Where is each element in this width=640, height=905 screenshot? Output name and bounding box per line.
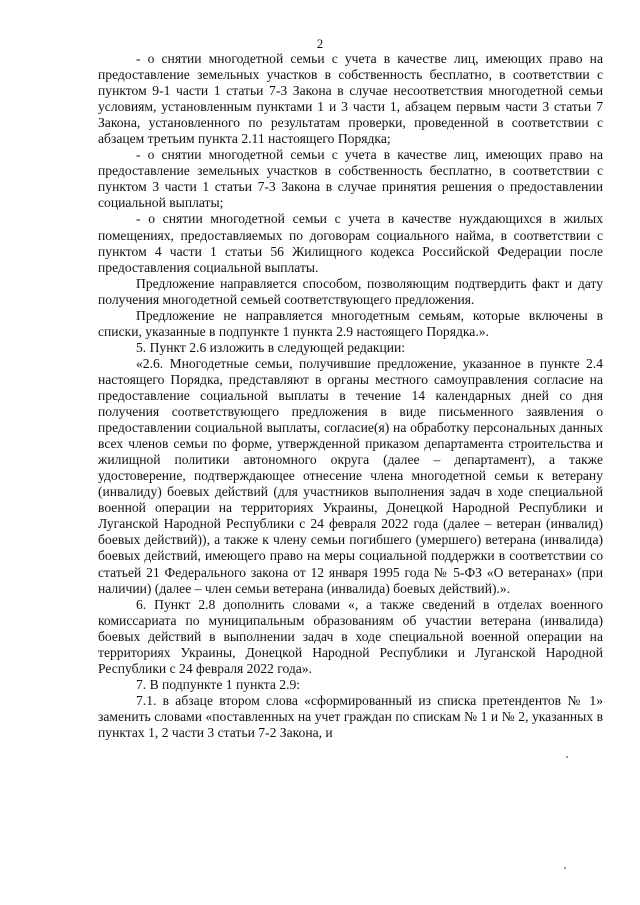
paragraph-item-7-1: 7.1. в абзаце втором слова «сформированный из списка претендентов № 1» заменить словами «поставленных на учет граждан по спискам № 1 и № 2, указанных в пунктах 1, 2 части 3 статьи 7-2 Закона, и bbox=[98, 692, 603, 740]
paragraph-removal-housing: - о снятии многодетной семьи с учета в качестве нуждающихся в жилых помещениях, предоставляемых по договорам социального найма, в соответствии с пунктом 4 части 1 статьи 56 Жилищного кодекса Российской Федерации после предоставления социальной выплаты. bbox=[98, 211, 603, 275]
paragraph-removal-land-plots-1: - о снятии многодетной семьи с учета в качестве лиц, имеющих право на предоставление земельных участков в собственность бесплатно, в соответствии с пунктом 9-1 части 1 статьи 7-3 Закона в случае несоответствия многодетной семьи условиям, установленным пунктами 1 и 3 части 1, абзацем первым части 3 статьи 7 Закона, установленного по результатам проверки, проведенной в соответствии с абзацем третьим пункта 2.11 настоящего Порядка; bbox=[98, 51, 603, 147]
paragraph-offer-delivery: Предложение направляется способом, позволяющим подтвердить факт и дату получения многодетной семьей соответствующего предложения. bbox=[98, 275, 603, 307]
scan-speck bbox=[566, 756, 568, 758]
paragraph-removal-land-plots-2: - о снятии многодетной семьи с учета в качестве лиц, имеющих право на предоставление земельных участков в собственность бесплатно, в соответствии с пунктом 3 части 1 статьи 7-3 Закона в случае принятия решения о предоставлении социальной выплаты; bbox=[98, 147, 603, 211]
paragraph-item-7: 7. В подпункте 1 пункта 2.9: bbox=[136, 676, 301, 692]
paragraph-item-5: 5. Пункт 2.6 изложить в следующей редакции: bbox=[136, 339, 406, 355]
paragraph-offer-exclusion: Предложение не направляется многодетным семьям, которые включены в списки, указанные в подпункте 1 пункта 2.9 настоящего Порядка.». bbox=[98, 307, 603, 339]
paragraph-item-6: 6. Пункт 2.8 дополнить словами «, а также сведений в отделах военного комиссариата по муниципальным образованиям об участии ветерана (инвалида) боевых действий в выполнении задач в ходе специальной военной операции на территориях Украины, Донецкой Народной Республики и Луганской Народной Республики с 24 февраля 2022 года». bbox=[98, 596, 603, 676]
scan-speck bbox=[564, 867, 566, 869]
document-body bbox=[98, 51, 603, 741]
paragraph-clause-2-6: «2.6. Многодетные семьи, получившие предложение, указанное в пункте 2.4 настоящего Порядка, представляют в органы местного самоуправления согласие на предоставление социальной выплаты в течение 14 календарных дней со дня получения соответствующего предложения в виде письменного заявления о предоставлении социальной выплаты, согласие(я) на обработку персональных данных всех членов семьи по форме, утвержденной приказом департамента строительства и жилищной политики автономного округа (далее – департамент), а также удостоверение, подтверждающее отнесение члена многодетной семьи к ветерану (инвалиду) боевых действий (для участников выполнения задач в ходе специальной военной операции на территориях Украины, Донецкой Народной Республики и Луганской Народной Республики с 24 февраля 2022 года (далее – ветеран (инвалид) боевых действий)), а также к члену семьи погибшего (умершего) ветерана (инвалида) боевых действий, имеющего право на меры социальной поддержки в соответствии со статьей 21 Федерального закона от 12 января 1995 года № 5-ФЗ «О ветеранах» (при наличии) (далее – член семьи ветерана (инвалида) боевых действий).». bbox=[98, 355, 603, 596]
page-number: 2 bbox=[316, 36, 324, 51]
